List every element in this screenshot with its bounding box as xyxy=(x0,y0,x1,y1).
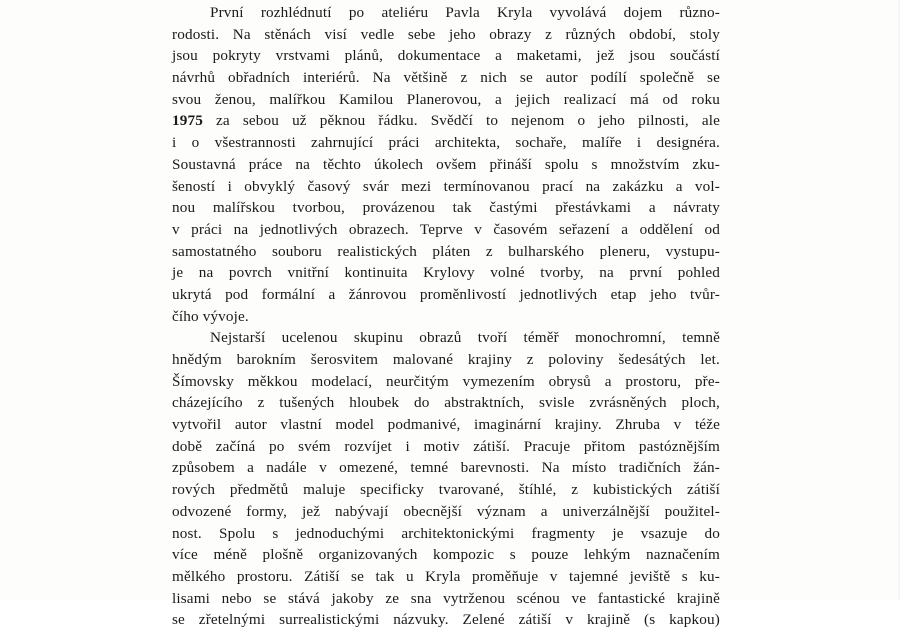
text-line: více méně plošně organizovaných kompozic s pouze lehkým naznačením xyxy=(172,546,720,564)
text-line: čího vývoje. xyxy=(172,307,249,325)
text-line: 1975 za sebou už pěknou řádku. Svědčí to nejenom o jeho pilnosti, ale xyxy=(172,112,720,130)
text-line: vytvořil autor vlastní model podmanivé, imaginární krajiny. Zhruba v téže xyxy=(172,416,720,434)
text-line: způsobem a nadále v omezené, temné barevnosti. Na místo tradičních žán- xyxy=(172,459,720,477)
text-line: jsou pokryty vrstvami plánů, dokumentace a maketami, jež jsou součástí xyxy=(172,47,720,65)
text-line: První rozhlédnutí po ateliéru Pavla Kryla vyvolává dojem různo- xyxy=(210,4,720,21)
text-line: ukrytá pod formální a žánrovou proměnlivostí jednotlivých etap jeho tvůr- xyxy=(172,285,720,303)
text-line: odvozené formy, jež nabývají obecnější význam a univerzálnější použitel- xyxy=(172,502,720,520)
body-text xyxy=(172,2,720,631)
text-line: Nejstarší ucelenou skupinu obrazů tvoří téměř monochromní, temně xyxy=(210,329,720,347)
text-line: nost. Spolu s jednoduchými architektonickými fragmenty je vsazuje do xyxy=(172,524,720,542)
paragraph-1 xyxy=(172,2,720,327)
text-line: se zřetelnými surrealistickými názvuky. Zelené zátiší v krajině (s kapkou) xyxy=(172,611,720,629)
text-line: době začíná po svém rozvíjet i motiv zátiší. Pracuje přitom pastóznějším xyxy=(172,437,720,455)
text-line: mělkého prostoru. Zátiší se tak u Kryla proměňuje v tajemné jeviště s ku- xyxy=(172,567,720,585)
text-line: šeností i obvyklý časový svár mezi termínovanou prací na zakázku a vol- xyxy=(172,177,720,195)
text-line: lisami nebo se stává jakoby ze sna vytrženou scénou ve fantastické krajině xyxy=(172,589,720,607)
text-line: rových předmětů maluje specificky tvarované, štíhlé, z kubistických zátiší xyxy=(172,481,720,499)
text-line: rodosti. Na stěnách visí vedle sebe jeho obrazy z různých období, stoly xyxy=(172,25,720,43)
text-line: svou ženou, malířkou Kamilou Planerovou, a jejich realizací má od roku xyxy=(172,90,720,108)
text-line: nou malířskou tvorbou, provázenou tak častými přestávkami a návraty xyxy=(172,199,720,217)
text-line: samostatného souboru realistických pláten z bulharského pleneru, vystupu- xyxy=(172,242,720,260)
text-line: Soustavná práce na těchto úkolech ovšem přináší spolu s množstvím zku- xyxy=(172,155,720,173)
paragraph-2 xyxy=(172,327,720,631)
text-line: v práci na jednotlivých obrazech. Teprve v časovém seřazení a oddělení od xyxy=(172,220,720,238)
text-line: je na povrch vnitřní kontinuita Krylovy volné tvorby, na první pohled xyxy=(172,264,720,282)
text-line: Šímovsky měkkou modelací, neurčitým vymezením obrysů a prostoru, pře- xyxy=(172,372,720,390)
text-line: hnědým barokním šerosvitem malované krajiny z poloviny šedesátých let. xyxy=(172,351,720,368)
text-line: návrhů obřadních interiérů. Na většině z nich se autor podílí společně se xyxy=(172,69,720,87)
year-emphasis: 1975 xyxy=(172,112,203,130)
text-line: i o všestrannosti zahrnující práci architekta, sochaře, malíře i designéra. xyxy=(172,134,720,152)
text-line: cházejícího z tušených hloubek do abstraktních, svisle zvrásněných ploch, xyxy=(172,394,720,412)
